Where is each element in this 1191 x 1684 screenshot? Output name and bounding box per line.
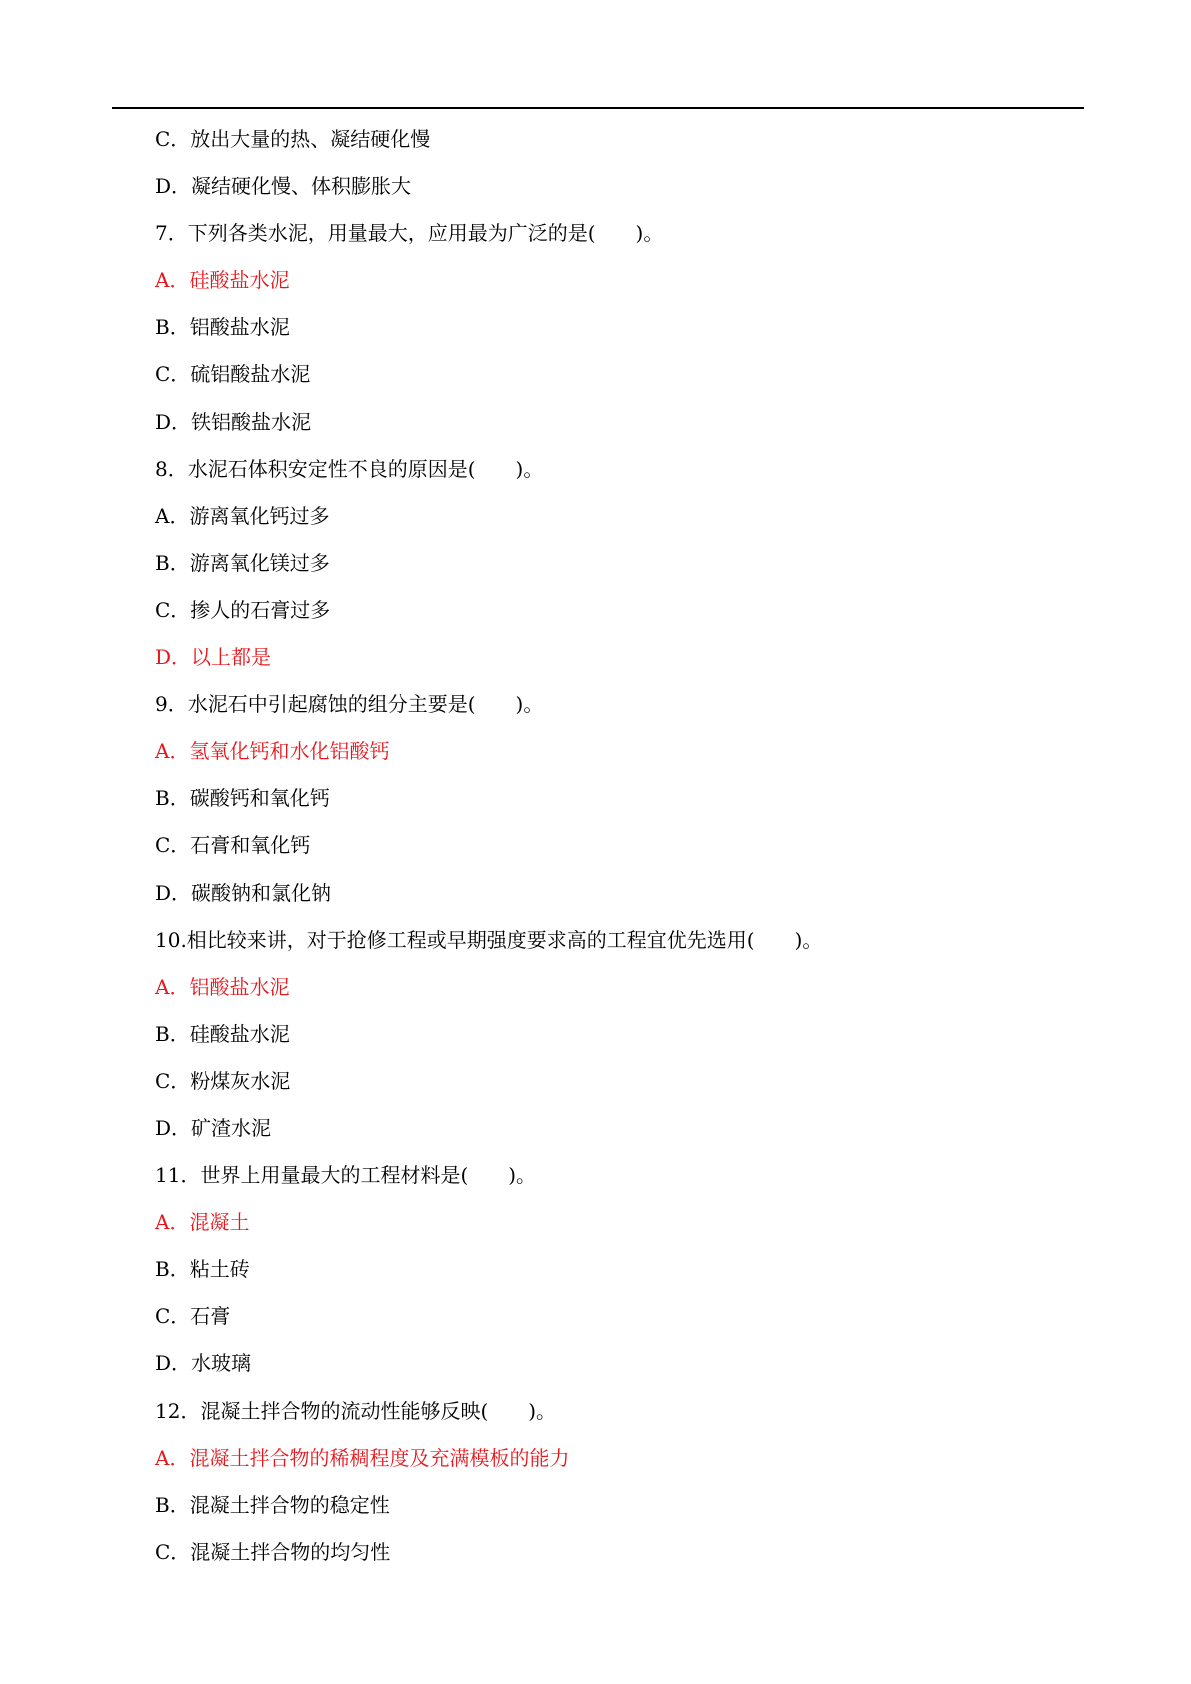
text-line: D．碳酸钠和氯化钠 (155, 880, 332, 905)
text-line: D．水玻璃 (155, 1351, 252, 1376)
text-line: D．铁铝酸盐水泥 (155, 409, 312, 434)
text-line: B．碳酸钙和氧化钙 (155, 786, 330, 811)
answer-option: D．以上都是 (155, 645, 272, 670)
text-line: B．游离氧化镁过多 (155, 550, 330, 575)
text-line: C．石膏 (155, 1304, 231, 1329)
answer-option: A．氢氧化钙和水化铝酸钙 (155, 739, 390, 764)
text-line: D．凝结硬化慢、体积膨胀大 (155, 174, 412, 199)
text-line: 11．世界上用量最大的工程材料是( )。 (155, 1163, 537, 1188)
text-line: C．混凝土拌合物的均匀性 (155, 1539, 391, 1564)
text-line: C．石膏和氧化钙 (155, 833, 311, 858)
answer-option: A．混凝土 (155, 1210, 250, 1235)
text-line: B．铝酸盐水泥 (155, 315, 290, 340)
text-line: D．矿渣水泥 (155, 1115, 272, 1140)
text-line: B．混凝土拌合物的稳定性 (155, 1492, 390, 1517)
text-line: 9．水泥石中引起腐蚀的组分主要是( )。 (155, 692, 544, 717)
text-line: C．粉煤灰水泥 (155, 1068, 291, 1093)
text-line: B．粘土砖 (155, 1257, 250, 1282)
question-list (155, 116, 1075, 1576)
text-line: 12．混凝土拌合物的流动性能够反映( )。 (155, 1398, 557, 1423)
text-line: A．游离氧化钙过多 (155, 503, 330, 528)
answer-option: A．混凝土拌合物的稀稠程度及充满模板的能力 (155, 1445, 570, 1470)
text-line: 10.相比较来讲，对于抢修工程或早期强度要求高的工程宜优先选用( )。 (155, 927, 823, 952)
text-line: B．硅酸盐水泥 (155, 1021, 290, 1046)
text-line: C．放出大量的热、凝结硬化慢 (155, 127, 431, 151)
text-line: 7．下列各类水泥，用量最大，应用最为广泛的是( )。 (155, 221, 664, 246)
text-line: C．掺人的石膏过多 (155, 597, 331, 622)
text-line: C．硫铝酸盐水泥 (155, 362, 311, 387)
header-rule (112, 107, 1084, 109)
answer-option: A．硅酸盐水泥 (155, 268, 290, 293)
text-line: 8．水泥石体积安定性不良的原因是( )。 (155, 456, 544, 481)
answer-option: A．铝酸盐水泥 (155, 974, 290, 999)
